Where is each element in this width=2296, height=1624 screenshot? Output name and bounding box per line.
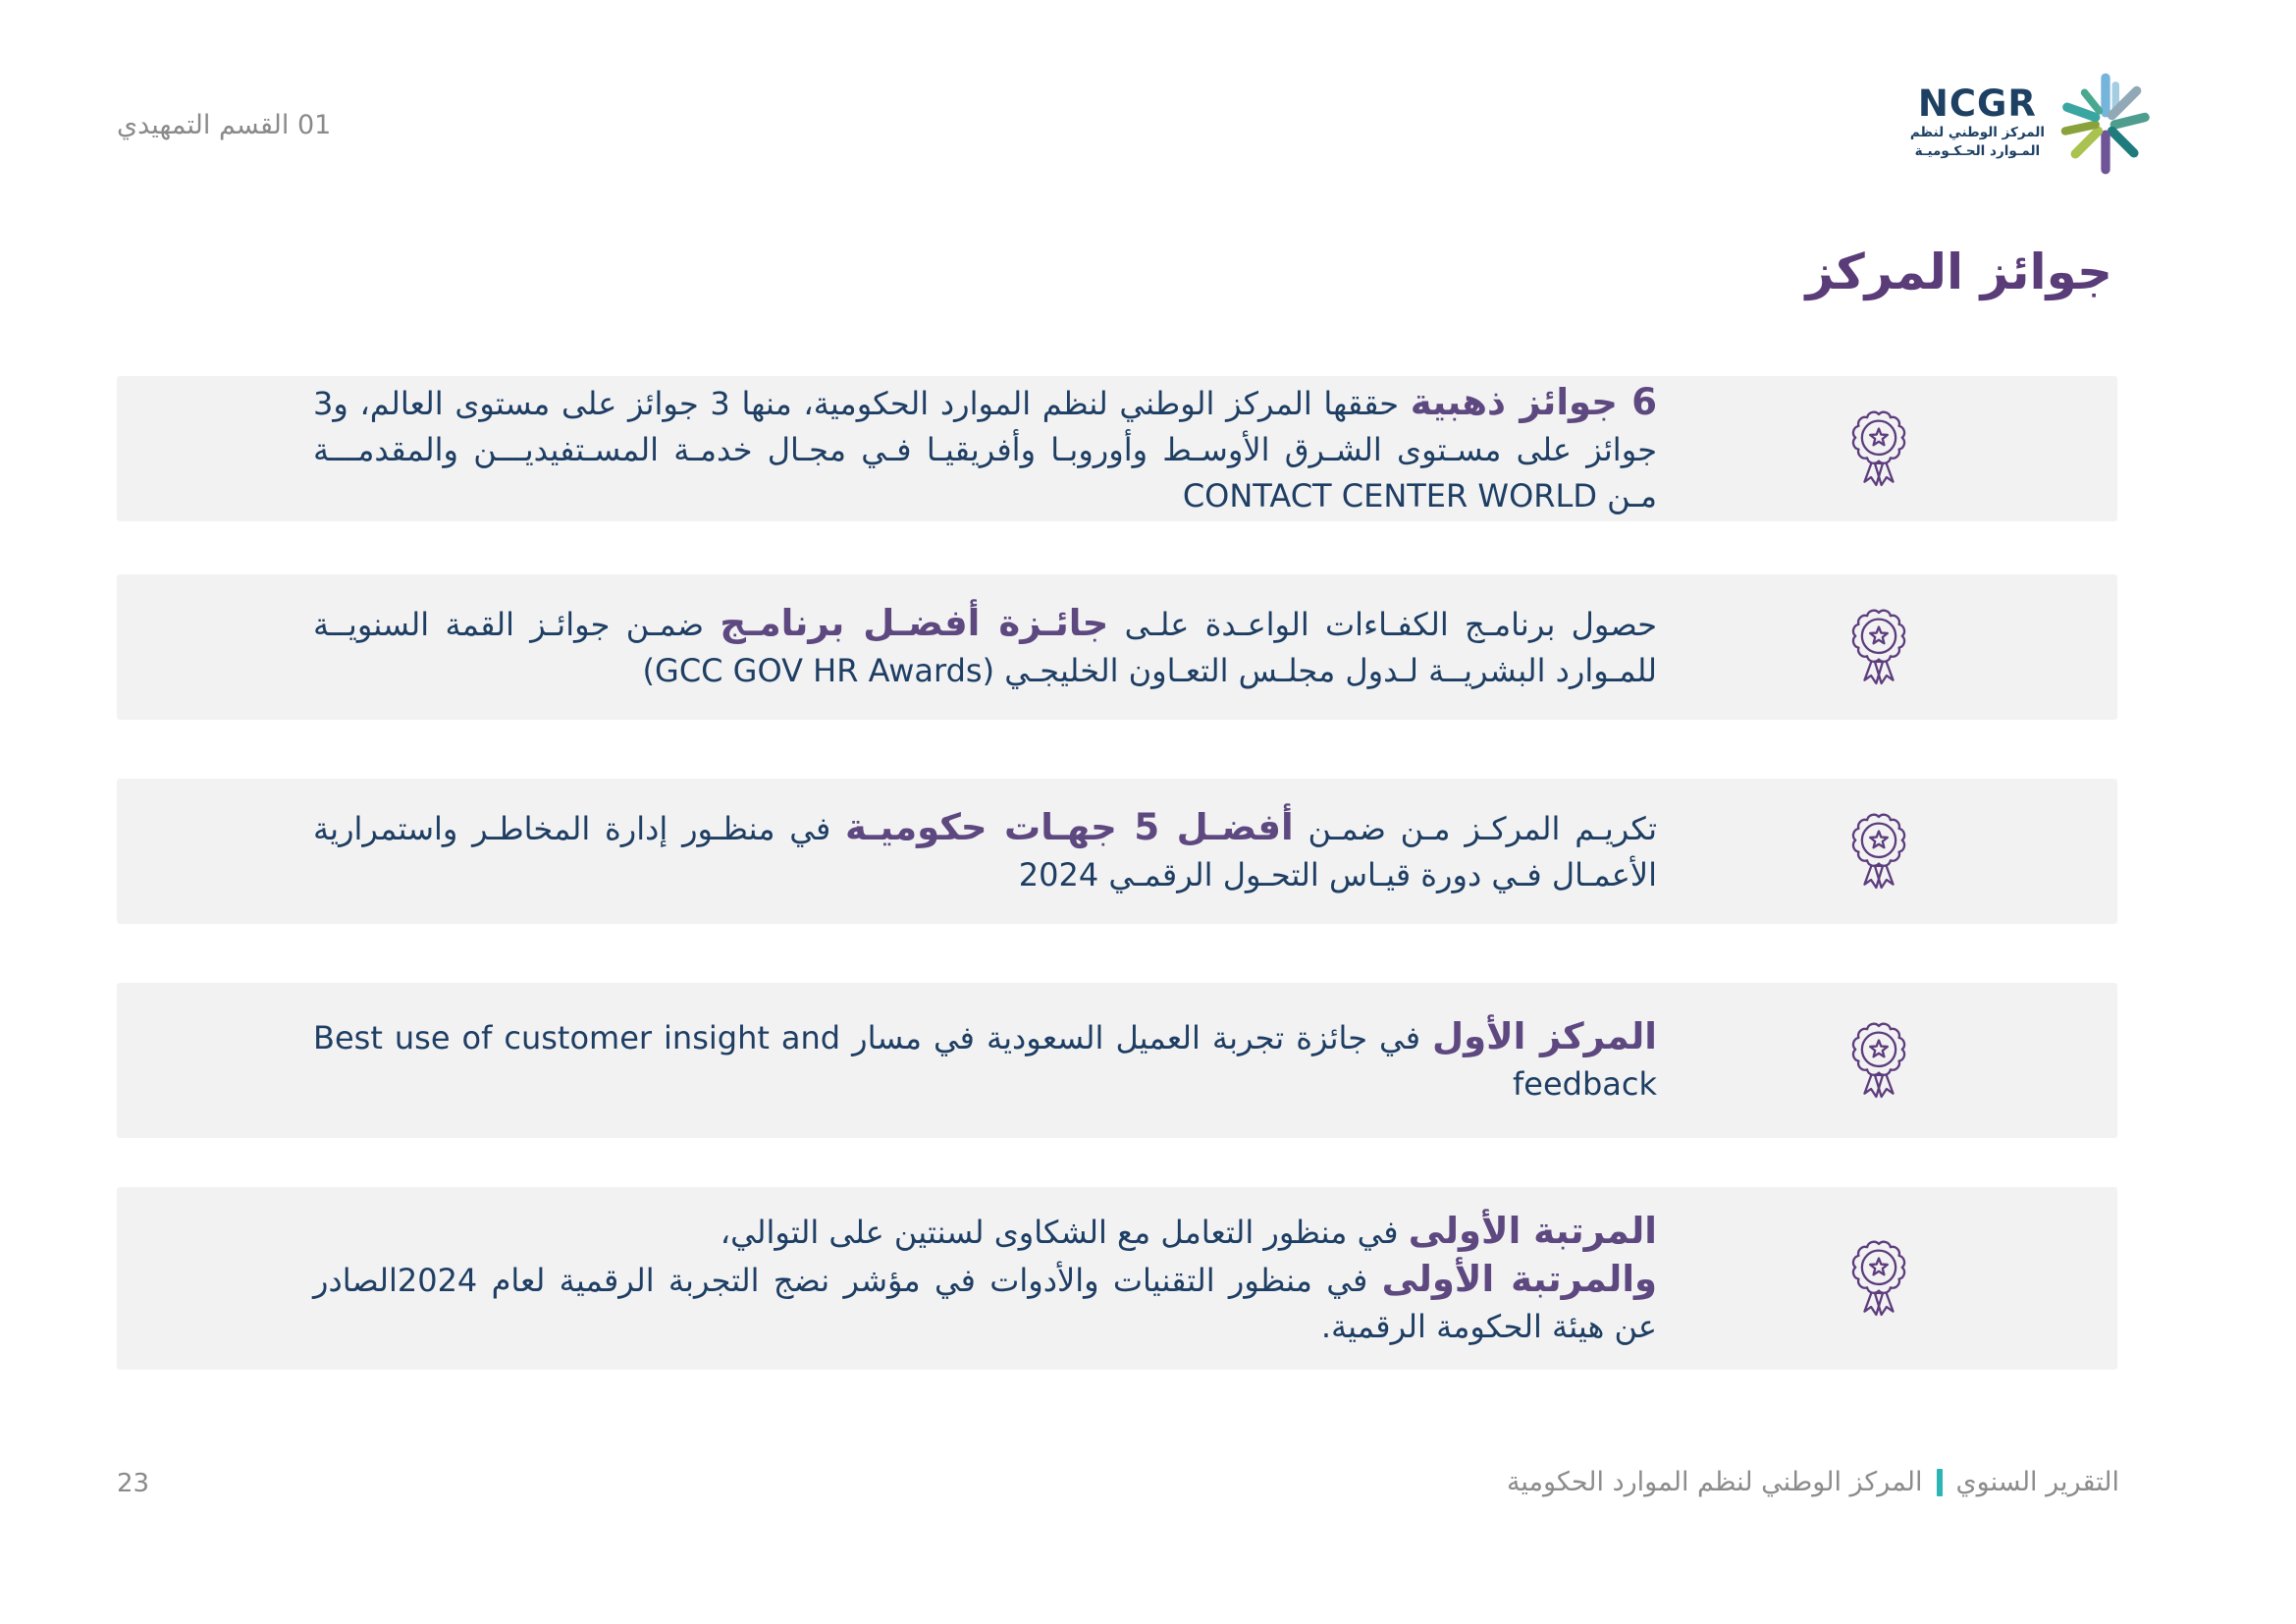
award-medal-icon [1846,406,1911,491]
footer-divider-bar [1937,1469,1943,1496]
page-title: جوائز المركز [1805,244,2112,300]
award-medal-icon [1846,809,1911,893]
ncgr-logo-text [1909,82,2045,162]
award-card-top5-entities [117,779,2117,924]
ncgr-starburst-icon [2051,69,2161,179]
award-text: المرتبة الأولى في منظور التعامل مع الشكاوى لسنتين على التوالي، والمرتبة الأولى في منظور التقنيات والأدوات في مؤشر نضج التجربة الرقمية لعام 2024الصادر عن هيئة الحكومة الرقمية. [313,1209,1658,1345]
page-number: 23 [117,1469,150,1498]
footer-report-label: التقرير السنوي [1955,1467,2119,1497]
footer-org-name: المركز الوطني لنظم الموارد الحكومية [1506,1467,1923,1497]
ncgr-logo [1910,69,2161,179]
ncgr-wordmark: NCGR [1917,82,2037,126]
award-card-first-place-cx [117,983,2117,1138]
footer [1507,1467,2119,1497]
award-card-gold-awards [117,376,2117,521]
award-medal-icon [1846,1018,1911,1103]
award-text: المركز الأول في جائزة تجربة العميل السعودية في مسار Best use of customer insight and feedback [313,1015,1657,1103]
award-text: حصول برنامـج الكفـاءات الواعـدة علـى جائـزة أفضـل برنامـج ضمـن جوائـز القمة السنويــة للمـوارد البشريــة لـدول مجلـس التعـاون الخليجـي (GCC GOV HR Awards) [313,602,1657,689]
ncgr-name-line2: المـوارد الحـكـوميـة [1914,143,2041,160]
award-medal-icon [1846,605,1911,689]
section-label: 01 القسم التمهيدي [117,110,332,140]
award-card-best-program [117,574,2117,720]
award-medal-icon [1846,1236,1911,1321]
award-text: تكريـم المركـز مـن ضمـن أفضـل 5 جهـات حكوميـة في منظـور إدارة المخاطـر واستمرارية الأعمـال فـي دورة قيـاس التحـول الرقمـي 2024 [313,806,1658,893]
ncgr-name-line1: المركز الوطني لنظم [1909,124,2045,140]
award-card-first-rank-dga [117,1187,2117,1370]
award-text: 6 جوائز ذهبية حققها المركز الوطني لنظم الموارد الحكومية، منها 3 جوائز على مستوى العالم، و3 جوائز على مسـتوى الشـرق الأوسـط وأوروبـا وأفريقيـا فـي مجـال خدمـة المسـتفيديـــن والمقدمـــة مـن CONTACT CENTER WORLD [313,380,1658,514]
